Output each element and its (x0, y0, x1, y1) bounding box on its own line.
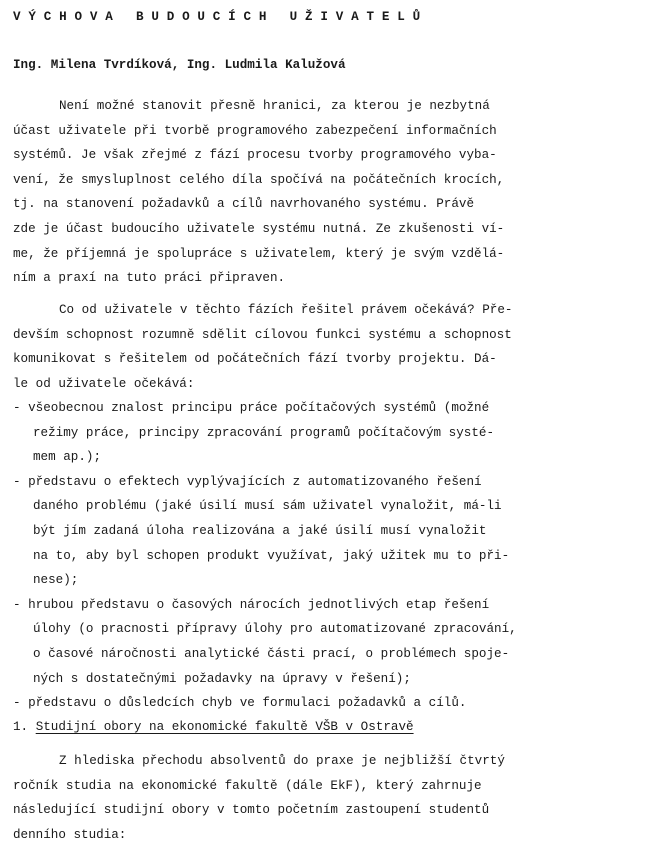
intro-line: Není možné stanovit přesně hranici, za kterou je nezbytná (59, 99, 490, 113)
document-title: VÝCHOVA BUDOUCÍCH UŽIVATELŮ (13, 10, 428, 24)
section-heading (13, 720, 414, 734)
expectations-line: Co od uživatele v těchto fázích řešitel právem očekává? Pře- (59, 303, 513, 317)
expectations-line: devším schopnost rozumně sdělit cílovou funkci systému a schopnost (13, 327, 512, 342)
list-item-line: nese); (33, 573, 79, 588)
graduates-line: Z hlediska přechodu absolventů do praxe je nejbližší čtvrtý (59, 754, 505, 768)
list-item (13, 396, 645, 470)
section-number: 1. (13, 720, 29, 734)
list-item-line: režimy práce, principy zpracování programů počítačovým systé- (33, 425, 495, 440)
graduates-line: následující studijní obory v tomto početním zastoupení studentů (13, 803, 490, 818)
authors-line: Ing. Milena Tvrdíková, Ing. Ludmila Kalužová (13, 58, 346, 72)
paragraph-intro (13, 94, 645, 291)
list-item-line: - hrubou představu o časových nárocích jednotlivých etap řešení (13, 597, 490, 612)
paragraph-expectations (13, 298, 645, 396)
intro-line: zde je účast budoucího uživatele systému nutná. Ze zkušenosti ví- (13, 221, 505, 236)
list-item-line: úlohy (o pracnosti přípravy úlohy pro automatizované zpracování, (33, 622, 517, 637)
list-item-line: ných s dostatečnými požadavky na úpravy v řešení); (33, 671, 411, 686)
intro-line: tj. na stanovení požadavků a cílů navrhovaného systému. Právě (13, 197, 475, 212)
list-item-line: mem ap.); (33, 450, 102, 465)
section-title: Studijní obory na ekonomické fakultě VŠB v Ostravě (35, 720, 414, 734)
list-item-line: - představu o efektech vyplývajících z automatizovaného řešení (13, 474, 482, 489)
intro-line: systémů. Je však zřejmé z fází procesu tvorby programového vyba- (13, 148, 497, 163)
intro-line: me, že příjemná je spolupráce s uživatelem, který je svým vzdělá- (13, 246, 505, 261)
list-item-line: - představu o důsledcích chyb ve formulaci požadavků a cílů. (13, 696, 467, 711)
list-item-line: být jím zadaná úloha realizována a jaké úsilí musí vynaložit (33, 523, 487, 538)
graduates-line: ročník studia na ekonomické fakultě (dále EkF), který zahrnuje (13, 778, 482, 793)
list-item (13, 691, 645, 716)
graduates-line: denního studia: (13, 827, 127, 842)
intro-line: vení, že smysluplnost celého díla spočívá na počátečních krocích, (13, 172, 505, 187)
list-item (13, 593, 645, 691)
list-item-line: o časové náročnosti analytické části prací, o problémech spoje- (33, 646, 510, 661)
intro-line: účast uživatele při tvorbě programového zabezpečení informačních (13, 123, 497, 138)
list-item-line: - všeobecnou znalost principu práce počítačových systémů (možné (13, 401, 490, 415)
list-item (13, 470, 645, 593)
list-item-line: na to, aby byl schopen produkt využívat, jaký užitek mu to při- (33, 548, 510, 563)
paragraph-graduates (13, 749, 645, 847)
intro-line: ním a praxí na tuto práci připraven. (13, 271, 286, 286)
list-item-line: daného problému (jaké úsilí musí sám uživatel vynaložit, má-li (33, 499, 502, 514)
expectations-list (13, 396, 645, 716)
expectations-line: le od uživatele očekává: (13, 376, 195, 391)
expectations-line: komunikovat s řešitelem od počátečních fází tvorby projektu. Dá- (13, 352, 497, 367)
